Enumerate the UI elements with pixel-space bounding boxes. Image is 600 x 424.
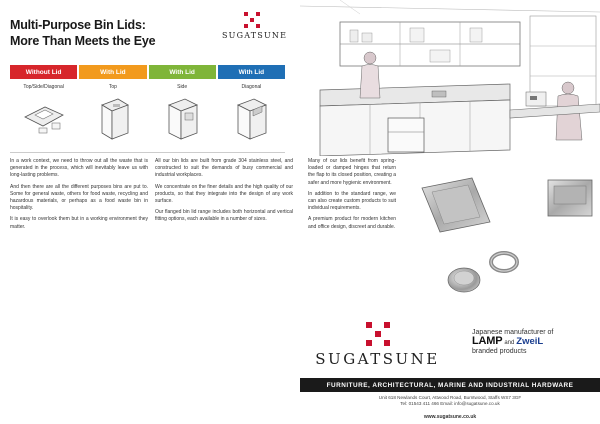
lid-tabs bbox=[10, 65, 285, 79]
product-sketches bbox=[10, 93, 285, 145]
view-label: Top bbox=[108, 84, 117, 90]
right-page bbox=[300, 0, 600, 424]
rectangular-lid-photo bbox=[548, 180, 592, 216]
text-column-3 bbox=[308, 158, 396, 304]
view-label: Side bbox=[177, 84, 188, 90]
paragraph: A premium product for modern kitchen and office design, discreet and durable. bbox=[308, 216, 396, 230]
paragraph: In a work context, we need to throw out all the waste that is generated in the process, which will inevitably leave us with long-lasting problems. bbox=[10, 158, 148, 179]
tab-with-lid-side[interactable]: With Lid bbox=[149, 65, 216, 79]
contact-details: Unit 618 Newlands Court, Attwood Road, Burntwood, Staffs WS7 3GF Tel: 01543 411 466 Email: info@sugatsune.co.uk bbox=[378, 395, 522, 407]
sugatsune-logo: SUGATSUNE bbox=[222, 12, 282, 42]
footer-band: FURNITURE, ARCHITECTURAL, MARINE AND INDUSTRIAL HARDWARE bbox=[300, 378, 600, 392]
tab-with-lid-top[interactable]: With Lid bbox=[79, 65, 146, 79]
tab-with-lid-diagonal[interactable]: With Lid bbox=[218, 65, 285, 79]
zweil-brand: ZweiL bbox=[516, 336, 544, 347]
logo-mark-icon bbox=[366, 322, 390, 346]
paragraph: And then there are all the different purposes bins are put to. Some for general waste, others for food waste, recycling and hazardous materials, or perhaps as a food waste bin in hospitality. bbox=[10, 183, 148, 212]
sketch-top bbox=[79, 93, 146, 145]
text-column-2 bbox=[155, 158, 293, 416]
brand-names: LAMP and ZweiL branded products bbox=[472, 335, 544, 355]
tab-without-lid[interactable]: Without Lid bbox=[10, 65, 77, 79]
sketch-top-side-diagonal bbox=[10, 93, 77, 145]
sketch-diagonal bbox=[218, 93, 285, 145]
text-column-1 bbox=[10, 158, 148, 416]
sugatsune-logo-large: SUGATSUNE bbox=[310, 322, 445, 368]
ring-lid-photo bbox=[491, 253, 517, 271]
paragraph: We concentrate on the finer details and the high quality of our products, so that they integrate into the design of any work surface. bbox=[155, 183, 293, 205]
kitchen-illustration bbox=[300, 0, 600, 156]
bin-lid-product-photos bbox=[400, 160, 600, 310]
website-link[interactable]: www.sugatsune.co.uk bbox=[423, 414, 477, 420]
view-label: Top/Side/Diagonal bbox=[23, 84, 64, 90]
logo-mark-icon bbox=[244, 12, 260, 28]
view-labels bbox=[10, 84, 285, 90]
paragraph: Our flanged bin lid range includes both horizontal and vertical fitting options, each available in a number of sizes. bbox=[155, 209, 293, 223]
paragraph: In addition to the standard range, we can also create custom products to suit individual requirements. bbox=[308, 190, 396, 212]
divider bbox=[10, 152, 285, 153]
square-lid-photo bbox=[422, 178, 490, 232]
lamp-brand: LAMP bbox=[472, 335, 503, 347]
body-text bbox=[10, 158, 293, 416]
paragraph: It is easy to overlook them but in a working environment they matter. bbox=[10, 216, 148, 230]
paragraph: All our bin lids are built from grade 304 stainless steel, and constructed to suit the demands of busy commercial and industrial workplaces. bbox=[155, 158, 293, 179]
round-lid-photo bbox=[448, 268, 480, 292]
page-title: Multi-Purpose Bin Lids: More Than Meets the Eye bbox=[10, 18, 156, 48]
sketch-side bbox=[149, 93, 216, 145]
view-label: Diagonal bbox=[241, 84, 262, 90]
paragraph: Many of our lids benefit from spring-loaded or damped hinges that return the flap to its closed position, creating a safer and more hygienic environment. bbox=[308, 158, 396, 186]
manufacturer-tagline: Japanese manufacturer of bbox=[472, 329, 554, 336]
